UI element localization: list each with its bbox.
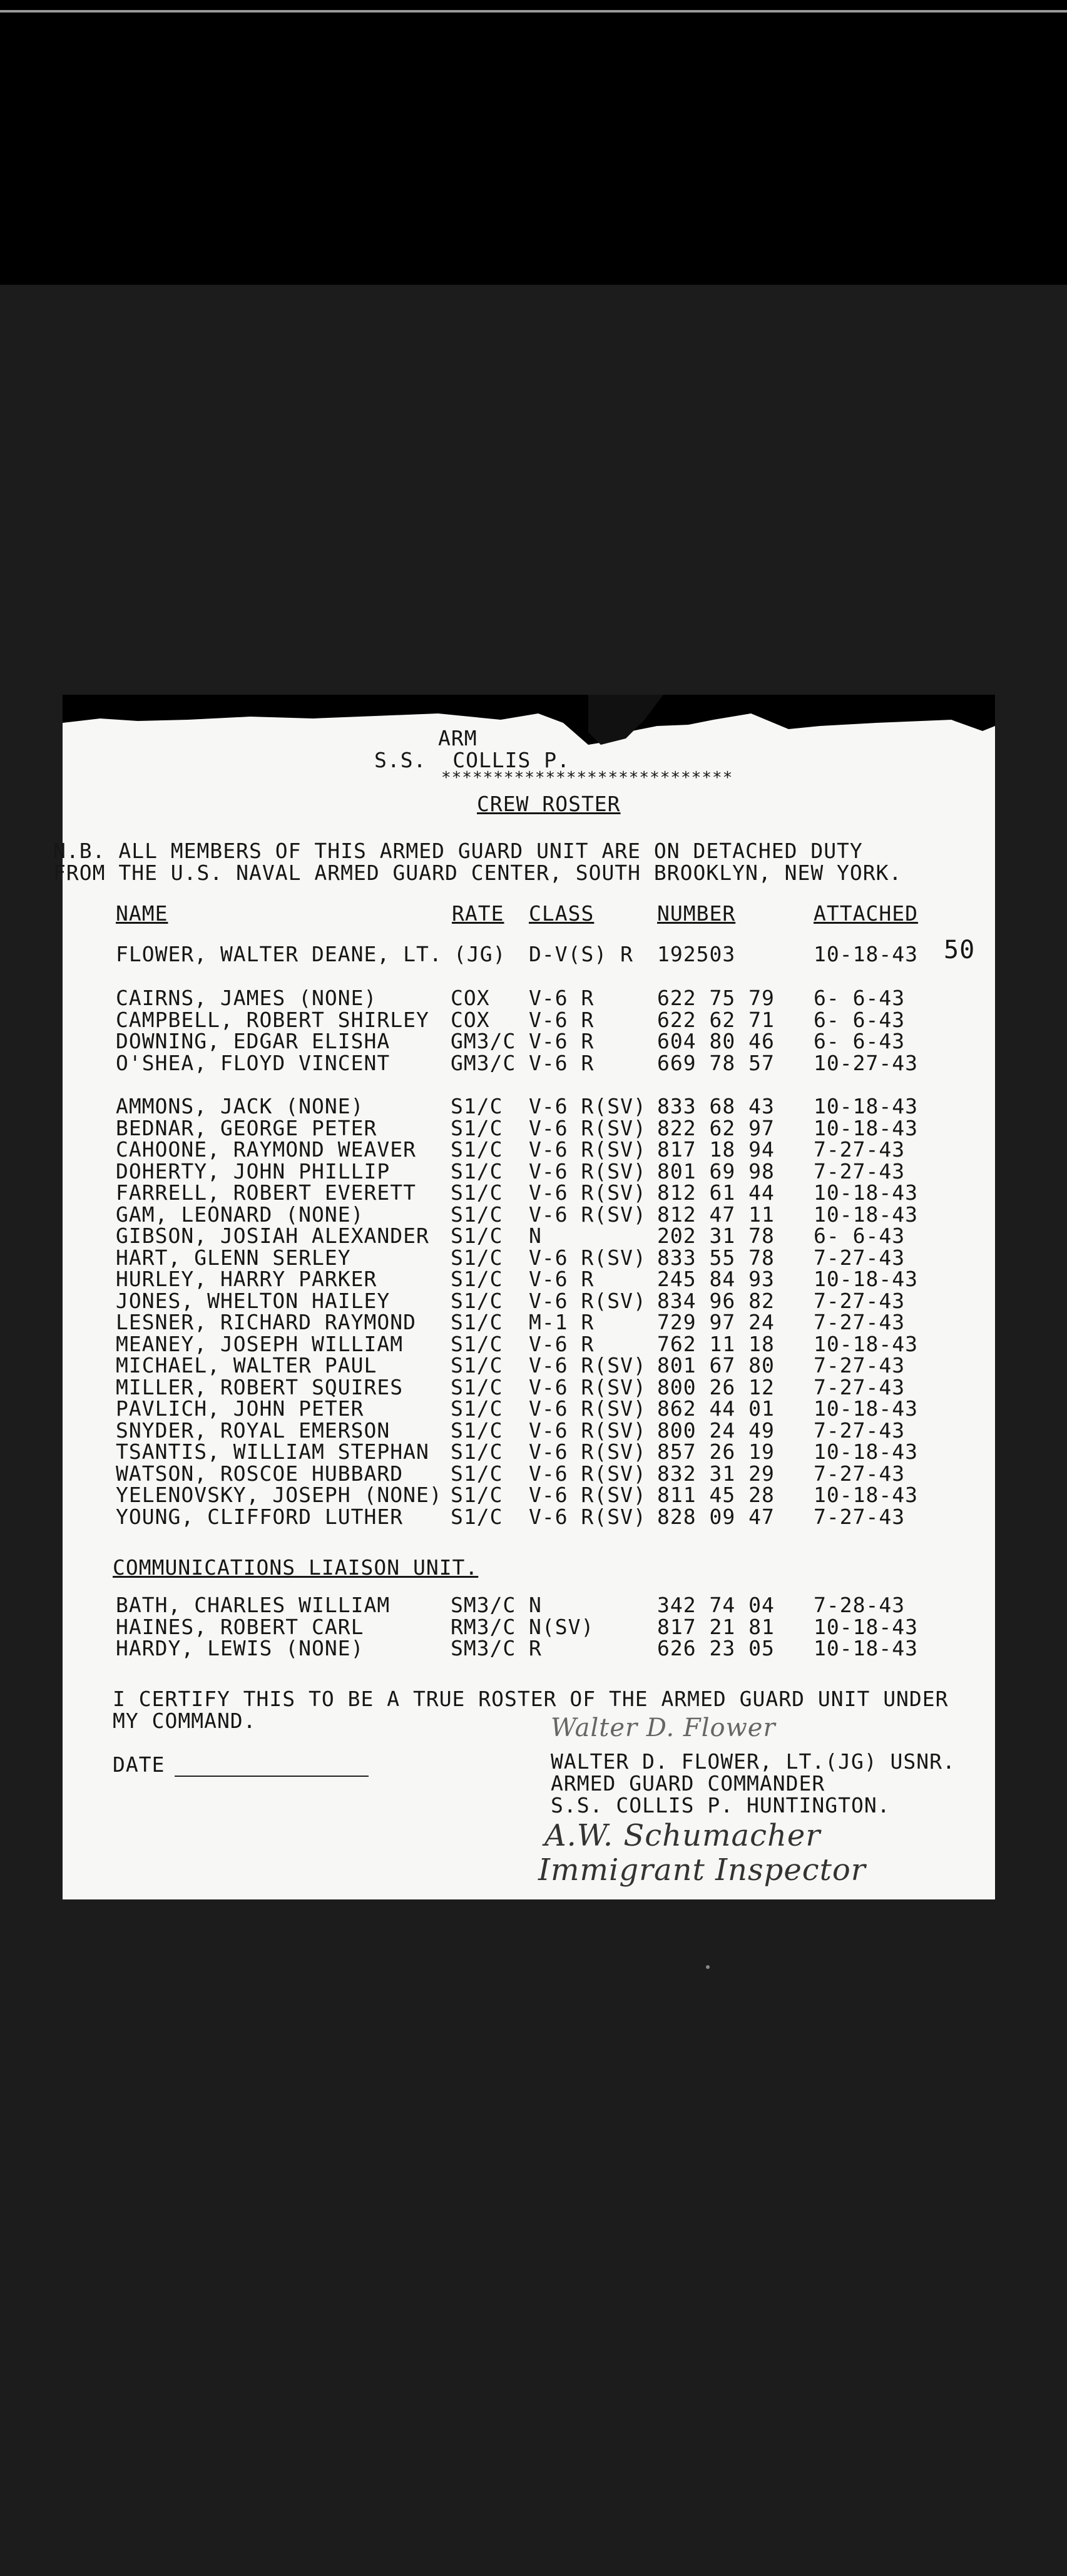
crew-rate: S1/C bbox=[451, 1331, 503, 1356]
roster-row bbox=[63, 1439, 995, 1462]
crew-attached: 7-27-43 bbox=[814, 1137, 906, 1162]
crew-attached: 10-18-43 bbox=[814, 1094, 918, 1118]
roster-row bbox=[63, 1483, 995, 1505]
torn-edge bbox=[63, 695, 995, 745]
roster-row bbox=[63, 1332, 995, 1354]
crew-name: CAHOONE, RAYMOND WEAVER bbox=[116, 1137, 416, 1162]
inspector-signature: A.W. Schumacher bbox=[544, 1818, 821, 1853]
crew-number: 801 67 80 bbox=[657, 1353, 775, 1377]
crew-rate: COX bbox=[451, 1007, 490, 1032]
header-partial: ARM bbox=[438, 726, 477, 750]
roster-row bbox=[63, 1137, 995, 1160]
crew-name: FARRELL, ROBERT EVERETT bbox=[116, 1180, 416, 1205]
crew-attached: 7-27-43 bbox=[814, 1158, 906, 1183]
crew-number: 832 31 29 bbox=[657, 1461, 775, 1486]
crew-name: MEANEY, JOSEPH WILLIAM bbox=[116, 1331, 404, 1356]
column-header-name: NAME bbox=[116, 901, 168, 926]
roster-row bbox=[63, 1353, 995, 1376]
crew-rate: S1/C bbox=[451, 1094, 503, 1118]
certification-line-1: I CERTIFY THIS TO BE A TRUE ROSTER OF THE ARMED GUARD UNIT UNDER bbox=[113, 1687, 949, 1711]
column-header-number: NUMBER bbox=[657, 901, 736, 926]
crew-name: SNYDER, ROYAL EMERSON bbox=[116, 1418, 391, 1443]
crew-name: GAM, LEONARD (NONE) bbox=[116, 1202, 364, 1227]
officer-class: D-V(S) R bbox=[529, 942, 633, 966]
crew-number: 811 45 28 bbox=[657, 1483, 775, 1507]
roster-row bbox=[63, 1267, 995, 1289]
crew-number: 622 75 79 bbox=[657, 986, 775, 1010]
crew-attached: 10-18-43 bbox=[814, 1636, 918, 1660]
crew-attached: 7-27-43 bbox=[814, 1288, 906, 1313]
crew-attached: 10-18-43 bbox=[814, 1614, 918, 1639]
crew-class: V-6 R(SV) bbox=[529, 1094, 646, 1118]
roster-row bbox=[63, 1636, 995, 1659]
crew-name: TSANTIS, WILLIAM STEPHAN bbox=[116, 1439, 429, 1464]
crew-number: 800 26 12 bbox=[657, 1374, 775, 1399]
crew-number: 801 69 98 bbox=[657, 1158, 775, 1183]
crew-number: 729 97 24 bbox=[657, 1310, 775, 1334]
crew-number: 828 09 47 bbox=[657, 1504, 775, 1529]
column-header-rate: RATE bbox=[452, 901, 504, 926]
crew-name: WATSON, ROSCOE HUBBARD bbox=[116, 1461, 404, 1486]
crew-attached: 7-27-43 bbox=[814, 1245, 906, 1270]
film-edge-line bbox=[0, 10, 1067, 13]
dust-speck bbox=[706, 1965, 710, 1969]
crew-rate: S1/C bbox=[451, 1461, 503, 1486]
crew-rate: S1/C bbox=[451, 1224, 503, 1248]
crew-attached: 10-18-43 bbox=[814, 1180, 918, 1205]
crew-number: 822 62 97 bbox=[657, 1115, 775, 1140]
roster-row bbox=[63, 1116, 995, 1138]
roster-row bbox=[63, 1461, 995, 1484]
crew-number: 857 26 19 bbox=[657, 1439, 775, 1464]
page-number: 50 bbox=[944, 936, 976, 964]
crew-attached: 10-18-43 bbox=[814, 1115, 918, 1140]
crew-class: V-6 R(SV) bbox=[529, 1504, 646, 1529]
crew-attached: 7-27-43 bbox=[814, 1418, 906, 1443]
crew-name: BEDNAR, GEORGE PETER bbox=[116, 1115, 377, 1140]
crew-name: GIBSON, JOSIAH ALEXANDER bbox=[116, 1224, 429, 1248]
roster-row bbox=[63, 1615, 995, 1637]
crew-name: YELENOVSKY, JOSEPH (NONE) bbox=[116, 1483, 442, 1507]
officer-row bbox=[63, 942, 995, 964]
crew-name: BATH, CHARLES WILLIAM bbox=[116, 1593, 391, 1617]
crew-rate: S1/C bbox=[451, 1483, 503, 1507]
crew-attached: 7-28-43 bbox=[814, 1593, 906, 1617]
crew-rate: S1/C bbox=[451, 1310, 503, 1334]
crew-rate: S1/C bbox=[451, 1180, 503, 1205]
crew-class: V-6 R bbox=[529, 1050, 595, 1075]
crew-rate: S1/C bbox=[451, 1374, 503, 1399]
crew-class: N bbox=[529, 1224, 542, 1248]
crew-rate: SM3/C bbox=[451, 1593, 516, 1617]
crew-rate: S1/C bbox=[451, 1245, 503, 1270]
column-header-class: CLASS bbox=[529, 901, 595, 926]
crew-rate: S1/C bbox=[451, 1504, 503, 1529]
crew-name: DOHERTY, JOHN PHILLIP bbox=[116, 1158, 391, 1183]
date-field bbox=[113, 1752, 369, 1777]
signature-line-1: WALTER D. FLOWER, LT.(JG) USNR. bbox=[551, 1749, 956, 1774]
crew-attached: 6- 6-43 bbox=[814, 1007, 906, 1032]
crew-class: V-6 R(SV) bbox=[529, 1374, 646, 1399]
crew-number: 604 80 46 bbox=[657, 1029, 775, 1053]
crew-attached: 10-18-43 bbox=[814, 1202, 918, 1227]
crew-name: LESNER, RICHARD RAYMOND bbox=[116, 1310, 416, 1334]
roster-row bbox=[63, 1008, 995, 1030]
crew-rate: S1/C bbox=[451, 1137, 503, 1162]
crew-attached: 10-18-43 bbox=[814, 1483, 918, 1507]
crew-class: V-6 R(SV) bbox=[529, 1288, 646, 1313]
crew-attached: 6- 6-43 bbox=[814, 986, 906, 1010]
crew-class: V-6 R(SV) bbox=[529, 1483, 646, 1507]
crew-class: V-6 R(SV) bbox=[529, 1396, 646, 1421]
officer-rate: (JG) bbox=[454, 942, 506, 966]
crew-rate: S1/C bbox=[451, 1267, 503, 1291]
comm-section-title: COMMUNICATIONS LIAISON UNIT. bbox=[113, 1555, 479, 1580]
officer-name: FLOWER, WALTER DEANE, LT. bbox=[116, 942, 442, 966]
roster-row bbox=[63, 1505, 995, 1527]
crew-attached: 6- 6-43 bbox=[814, 1224, 906, 1248]
roster-row bbox=[63, 1029, 995, 1051]
crew-name: AMMONS, JACK (NONE) bbox=[116, 1094, 364, 1118]
crew-number: 833 55 78 bbox=[657, 1245, 775, 1270]
crew-rate: S1/C bbox=[451, 1202, 503, 1227]
crew-class: V-6 R(SV) bbox=[529, 1245, 646, 1270]
crew-class: V-6 R bbox=[529, 1331, 595, 1356]
roster-row bbox=[63, 1310, 995, 1332]
crew-number: 622 62 71 bbox=[657, 1007, 775, 1032]
crew-number: 862 44 01 bbox=[657, 1396, 775, 1421]
crew-attached: 7-27-43 bbox=[814, 1374, 906, 1399]
crew-number: 812 47 11 bbox=[657, 1202, 775, 1227]
crew-class: V-6 R(SV) bbox=[529, 1180, 646, 1205]
crew-rate: S1/C bbox=[451, 1353, 503, 1377]
date-label: DATE bbox=[113, 1752, 165, 1777]
crew-rate: RM3/C bbox=[451, 1614, 516, 1639]
crew-class: V-6 R bbox=[529, 1029, 595, 1053]
crew-name: CAMPBELL, ROBERT SHIRLEY bbox=[116, 1007, 429, 1032]
ship-header: S.S. COLLIS P. bbox=[374, 748, 571, 772]
crew-number: 800 24 49 bbox=[657, 1418, 775, 1443]
crew-name: JONES, WHELTON HAILEY bbox=[116, 1288, 391, 1313]
roster-row bbox=[63, 1159, 995, 1182]
date-blank-line bbox=[175, 1758, 369, 1777]
crew-class: V-6 R(SV) bbox=[529, 1461, 646, 1486]
crew-name: HARDY, LEWIS (NONE) bbox=[116, 1636, 364, 1660]
crew-class: V-6 R(SV) bbox=[529, 1439, 646, 1464]
officer-number: 192503 bbox=[657, 942, 736, 966]
inspector-title-handwritten: Immigrant Inspector bbox=[538, 1853, 866, 1888]
crew-name: MICHAEL, WALTER PAUL bbox=[116, 1353, 377, 1377]
crew-rate: S1/C bbox=[451, 1439, 503, 1464]
crew-rate: SM3/C bbox=[451, 1636, 516, 1660]
crew-name: MILLER, ROBERT SQUIRES bbox=[116, 1374, 404, 1399]
roster-row bbox=[63, 1245, 995, 1268]
crew-class: V-6 R bbox=[529, 1007, 595, 1032]
crew-class: M-1 R bbox=[529, 1310, 595, 1334]
crew-class: V-6 R(SV) bbox=[529, 1353, 646, 1377]
crew-name: HURLEY, HARRY PARKER bbox=[116, 1267, 377, 1291]
crew-number: 834 96 82 bbox=[657, 1288, 775, 1313]
signature-line-2: ARMED GUARD COMMANDER bbox=[551, 1771, 825, 1796]
crew-class: V-6 R(SV) bbox=[529, 1158, 646, 1183]
crew-rate: S1/C bbox=[451, 1158, 503, 1183]
crew-rate: S1/C bbox=[451, 1396, 503, 1421]
crew-attached: 10-27-43 bbox=[814, 1050, 918, 1075]
crew-attached: 7-27-43 bbox=[814, 1461, 906, 1486]
roster-row bbox=[63, 1396, 995, 1419]
crew-class: V-6 R(SV) bbox=[529, 1418, 646, 1443]
roster-row bbox=[63, 1418, 995, 1441]
crew-attached: 10-18-43 bbox=[814, 1439, 918, 1464]
roster-row bbox=[63, 1593, 995, 1615]
roster-row bbox=[63, 1224, 995, 1246]
crew-attached: 6- 6-43 bbox=[814, 1029, 906, 1053]
crew-class: R bbox=[529, 1636, 542, 1660]
star-divider: **************************** bbox=[441, 769, 733, 787]
crew-rate: S1/C bbox=[451, 1418, 503, 1443]
crew-number: 762 11 18 bbox=[657, 1331, 775, 1356]
crew-rate: GM3/C bbox=[451, 1029, 516, 1053]
note-line-2: FROM THE U.S. NAVAL ARMED GUARD CENTER, SOUTH BROOKLYN, NEW YORK. bbox=[53, 861, 902, 885]
note-line-1: N.B. ALL MEMBERS OF THIS ARMED GUARD UNIT ARE ON DETACHED DUTY bbox=[53, 839, 863, 863]
signature-line-3: S.S. COLLIS P. HUNTINGTON. bbox=[551, 1793, 891, 1817]
crew-attached: 7-27-43 bbox=[814, 1504, 906, 1529]
crew-attached: 10-18-43 bbox=[814, 1267, 918, 1291]
crew-rate: GM3/C bbox=[451, 1050, 516, 1075]
roster-row bbox=[63, 1051, 995, 1073]
crew-rate: S1/C bbox=[451, 1288, 503, 1313]
crew-class: N bbox=[529, 1593, 542, 1617]
crew-number: 812 61 44 bbox=[657, 1180, 775, 1205]
crew-attached: 10-18-43 bbox=[814, 1331, 918, 1356]
crew-number: 202 31 78 bbox=[657, 1224, 775, 1248]
crew-name: PAVLICH, JOHN PETER bbox=[116, 1396, 364, 1421]
crew-class: V-6 R(SV) bbox=[529, 1202, 646, 1227]
crew-number: 817 18 94 bbox=[657, 1137, 775, 1162]
roster-row bbox=[63, 1180, 995, 1203]
crew-class: N(SV) bbox=[529, 1614, 595, 1639]
crew-number: 833 68 43 bbox=[657, 1094, 775, 1118]
crew-name: YOUNG, CLIFFORD LUTHER bbox=[116, 1504, 404, 1529]
crew-attached: 7-27-43 bbox=[814, 1353, 906, 1377]
crew-class: V-6 R bbox=[529, 986, 595, 1010]
crew-attached: 10-18-43 bbox=[814, 1396, 918, 1421]
roster-row bbox=[63, 1375, 995, 1398]
crew-name: CAIRNS, JAMES (NONE) bbox=[116, 986, 377, 1010]
crew-name: DOWNING, EDGAR ELISHA bbox=[116, 1029, 391, 1053]
crew-name: O'SHEA, FLOYD VINCENT bbox=[116, 1050, 391, 1075]
commander-handwritten-signature: Walter D. Flower bbox=[551, 1714, 776, 1742]
crew-number: 626 23 05 bbox=[657, 1636, 775, 1660]
crew-rate: S1/C bbox=[451, 1115, 503, 1140]
crew-number: 245 84 93 bbox=[657, 1267, 775, 1291]
crew-rate: COX bbox=[451, 986, 490, 1010]
crew-class: V-6 R bbox=[529, 1267, 595, 1291]
crew-class: V-6 R(SV) bbox=[529, 1115, 646, 1140]
scan-top-band bbox=[0, 0, 1067, 285]
crew-class: V-6 R(SV) bbox=[529, 1137, 646, 1162]
roster-row bbox=[63, 1094, 995, 1117]
crew-name: HART, GLENN SERLEY bbox=[116, 1245, 351, 1270]
roster-row bbox=[63, 1202, 995, 1225]
column-header-attached: ATTACHED bbox=[814, 901, 918, 926]
officer-attached: 10-18-43 bbox=[814, 942, 918, 966]
crew-name: HAINES, ROBERT CARL bbox=[116, 1614, 364, 1639]
roster-row bbox=[63, 986, 995, 1008]
roster-title: CREW ROSTER bbox=[477, 792, 621, 816]
crew-attached: 7-27-43 bbox=[814, 1310, 906, 1334]
roster-row bbox=[63, 1289, 995, 1311]
crew-number: 342 74 04 bbox=[657, 1593, 775, 1617]
certification-line-2: MY COMMAND. bbox=[113, 1709, 257, 1733]
crew-number: 817 21 81 bbox=[657, 1614, 775, 1639]
crew-number: 669 78 57 bbox=[657, 1050, 775, 1075]
